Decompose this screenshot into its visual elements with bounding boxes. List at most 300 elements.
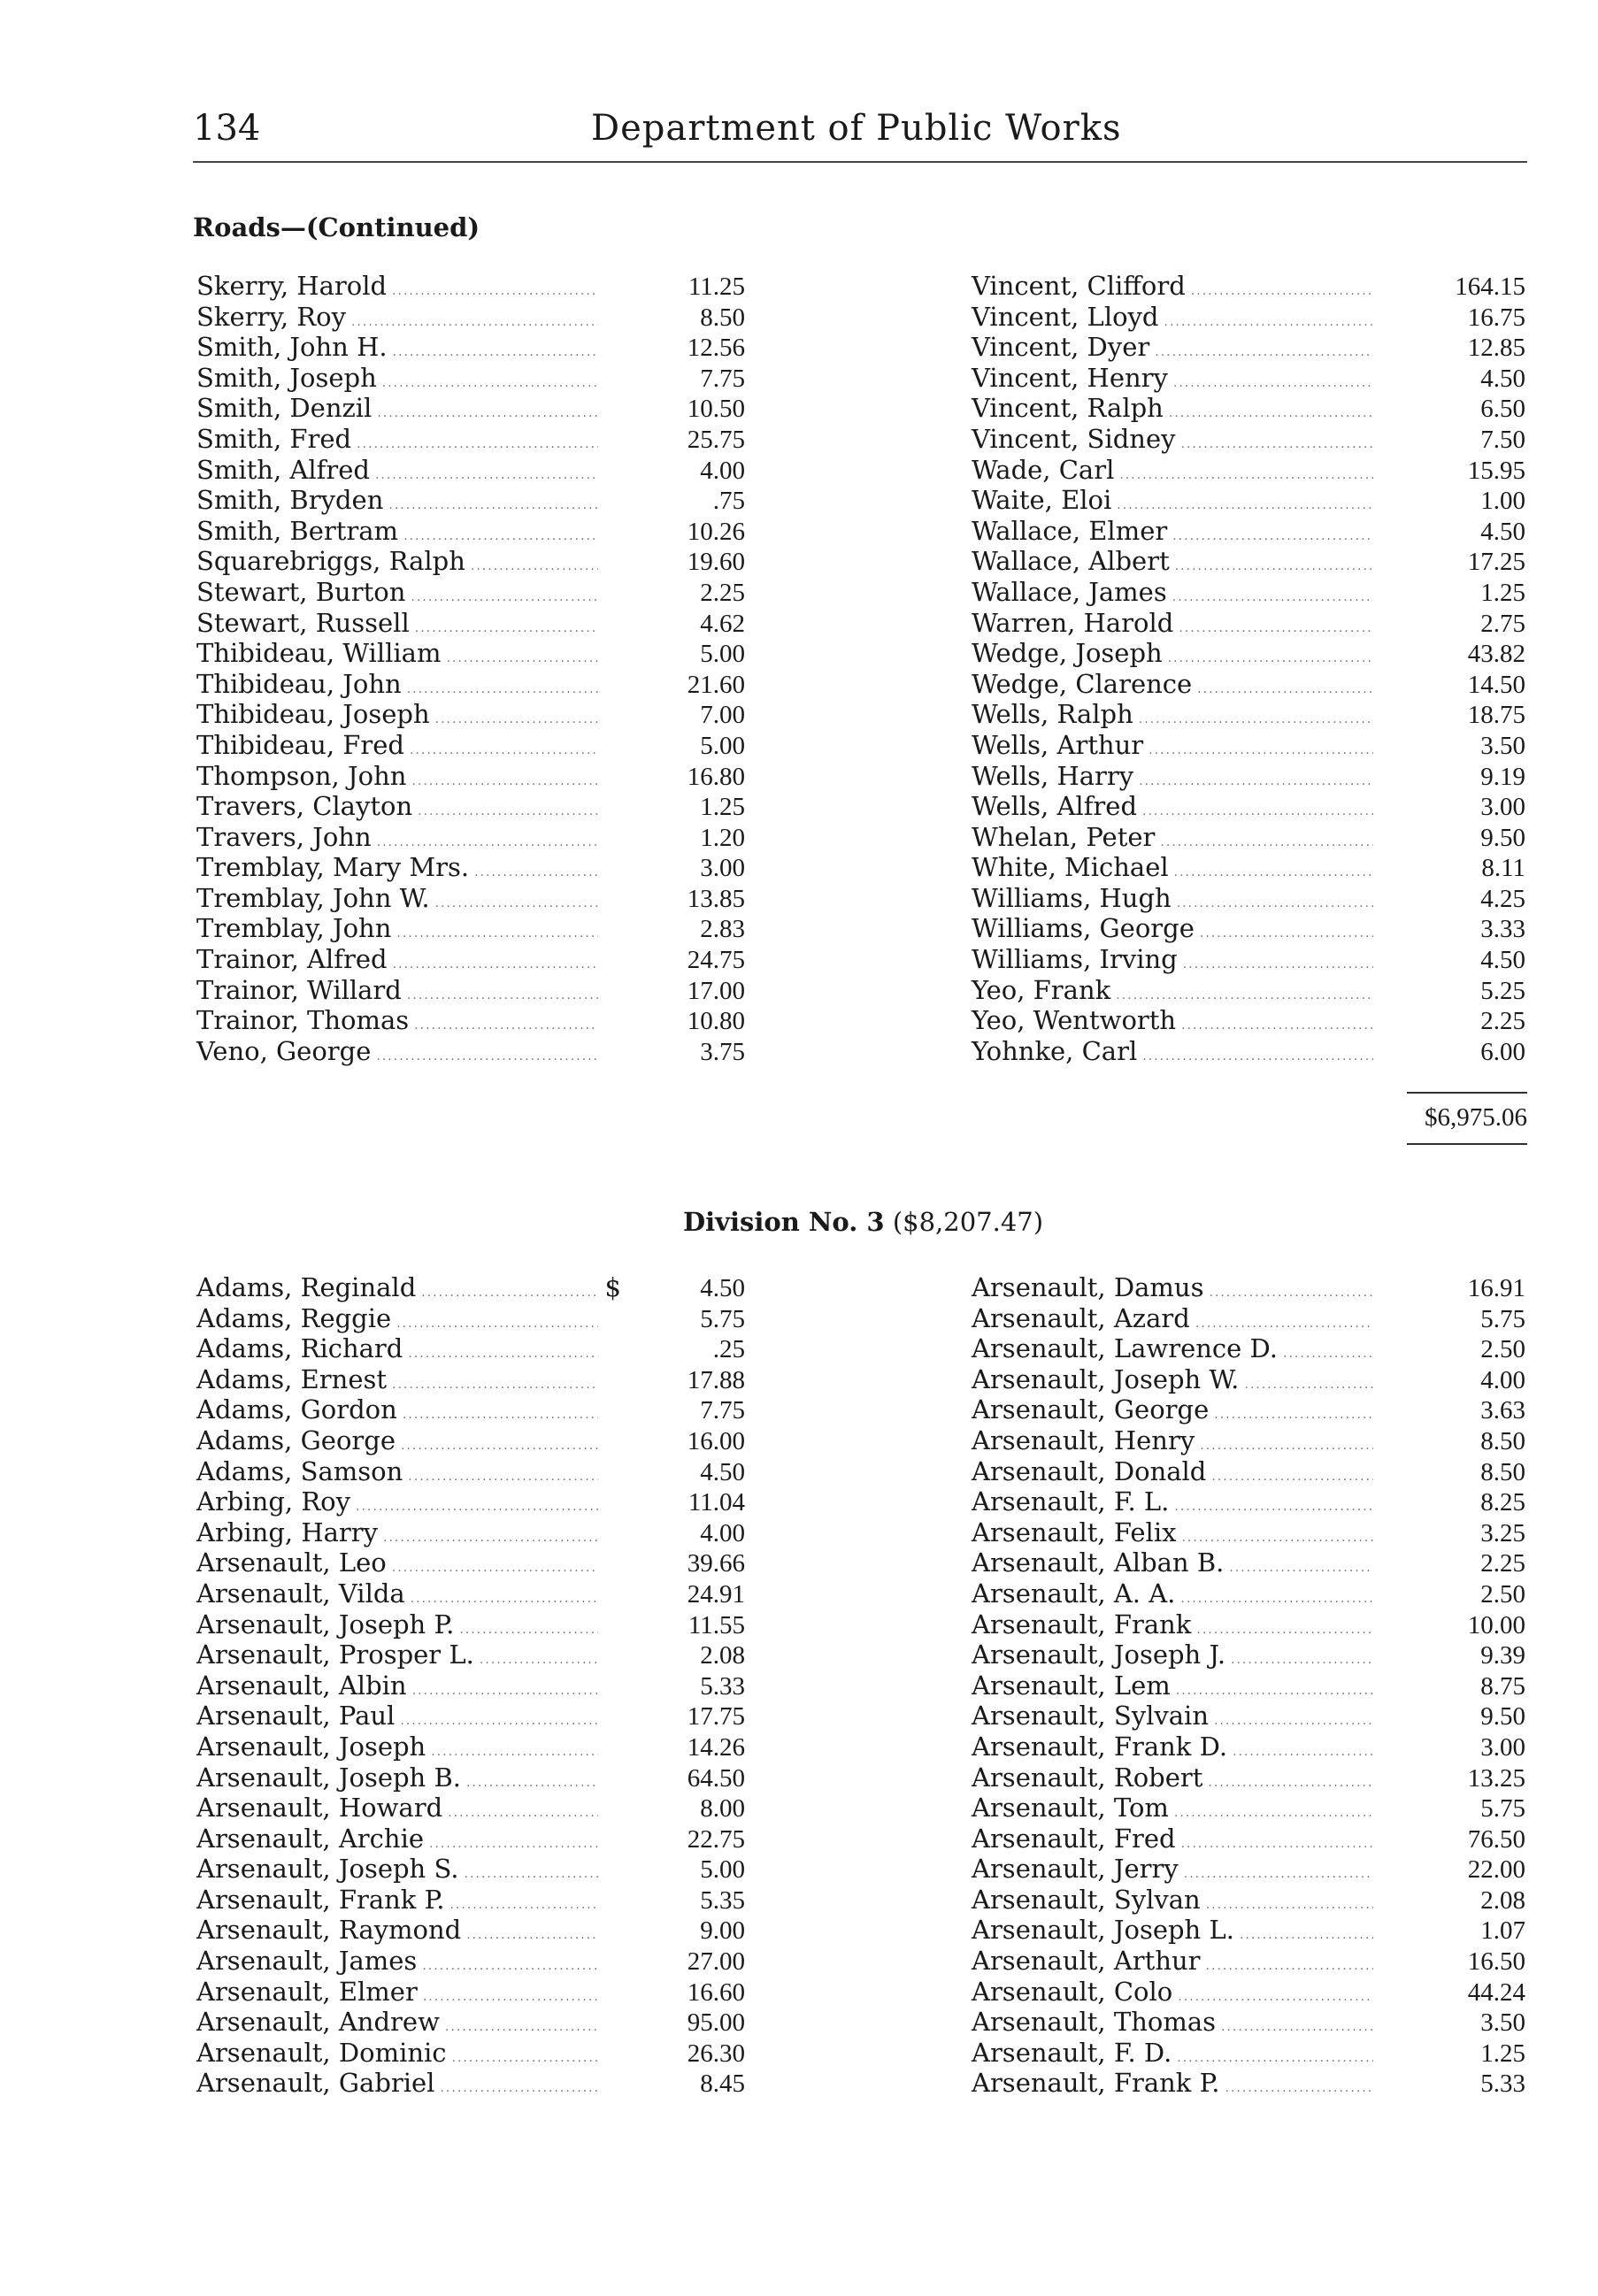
entry-amount: 4.50	[1480, 364, 1525, 393]
entry-name: Skerry, Harold	[196, 271, 388, 301]
list-item	[972, 1609, 1527, 1640]
list-item	[196, 944, 749, 975]
roads-total: $6,975.06	[1425, 1103, 1527, 1132]
list-item	[972, 699, 1527, 730]
entry-name: Adams, George	[196, 1424, 396, 1455]
entry-name: Arsenault, Arthur	[972, 1946, 1201, 1977]
entry-amount: 4.00	[700, 1518, 745, 1547]
entry-name: Arsenault, George	[972, 1394, 1210, 1425]
list-item	[196, 822, 749, 853]
list-item	[196, 1609, 749, 1640]
entry-amount: 1.20	[700, 823, 745, 852]
list-item	[196, 332, 749, 363]
entry-amount: 9.19	[1480, 762, 1525, 791]
list-item	[972, 1005, 1527, 1036]
entry-amount: 3.50	[1480, 731, 1525, 760]
list-item	[972, 913, 1527, 944]
list-item	[196, 761, 749, 792]
entry-amount: 12.56	[687, 334, 745, 363]
entry-name: Arsenault, Gabriel	[196, 2068, 435, 2099]
entry-name: Wells, Harry	[972, 760, 1134, 791]
list-item	[972, 1364, 1527, 1395]
entry-amount: 64.50	[687, 1763, 745, 1793]
list-item	[972, 1824, 1527, 1854]
entry-name: Arsenault, Joseph S.	[196, 1854, 459, 1885]
entry-amount: 24.75	[687, 946, 745, 975]
entry-amount: 10.00	[1467, 1610, 1525, 1639]
list-item	[196, 1732, 749, 1762]
entry-amount: 5.33	[1480, 2069, 1525, 2099]
roads-right-column	[972, 271, 1527, 1066]
entry-name: Arsenault, Robert	[972, 1762, 1203, 1793]
entry-name: Whelan, Peter	[972, 821, 1156, 852]
entry-name: Arsenault, Leo	[196, 1547, 387, 1578]
list-item	[972, 2038, 1527, 2069]
entry-name: Adams, Reginald	[196, 1272, 417, 1302]
entry-name: Arsenault, Alban B.	[972, 1547, 1225, 1578]
entry-amount: 5.75	[1480, 1794, 1525, 1824]
entry-name: Arsenault, Joseph P.	[196, 1609, 455, 1639]
entry-name: Vincent, Dyer	[972, 332, 1150, 363]
list-item	[972, 1670, 1527, 1701]
entry-amount: 16.75	[1467, 303, 1525, 332]
list-item	[196, 883, 749, 914]
entry-amount: 95.00	[687, 2008, 745, 2038]
list-item	[972, 1303, 1527, 1334]
entry-amount: 8.00	[700, 1794, 745, 1824]
entry-amount: 4.25	[1480, 884, 1525, 913]
entry-amount: 8.50	[1480, 1426, 1525, 1455]
entry-name: Arsenault, Thomas	[972, 2007, 1217, 2038]
entry-name: Williams, Irving	[972, 944, 1178, 975]
list-item	[196, 1578, 749, 1609]
entry-amount: 22.00	[1467, 1855, 1525, 1885]
entry-amount: 14.26	[687, 1732, 745, 1762]
entry-name: Arsenault, Frank	[972, 1609, 1192, 1639]
list-item	[196, 302, 749, 333]
section-title: Roads—(Continued)	[193, 212, 480, 242]
entry-amount: 1.25	[1480, 578, 1525, 607]
entry-amount: 19.60	[687, 548, 745, 577]
entry-amount: 7.75	[700, 364, 745, 393]
entry-amount: 3.00	[1480, 793, 1525, 822]
entry-name: Smith, Alfred	[196, 454, 370, 485]
entry-name: Smith, Fred	[196, 423, 352, 454]
page-number: 134	[193, 108, 261, 149]
entry-amount: 16.00	[687, 1426, 745, 1455]
entry-amount: 4.00	[1480, 1365, 1525, 1394]
entry-name: Adams, Gordon	[196, 1394, 397, 1425]
entry-amount: 3.75	[700, 1037, 745, 1066]
list-item	[196, 1824, 749, 1854]
list-item	[972, 1732, 1527, 1762]
entry-name: Tremblay, Mary Mrs.	[196, 852, 470, 883]
entry-name: Arsenault, Raymond	[196, 1915, 462, 1946]
list-item	[972, 730, 1527, 761]
entry-name: Wells, Alfred	[972, 791, 1138, 822]
entry-name: Arsenault, Frank P.	[972, 2068, 1220, 2099]
list-item	[972, 1456, 1527, 1487]
entry-amount: 14.50	[1467, 670, 1525, 699]
entry-name: Arsenault, Tom	[972, 1793, 1169, 1824]
entry-name: Stewart, Burton	[196, 576, 406, 607]
list-item	[196, 2068, 749, 2099]
entry-amount: 7.50	[1480, 425, 1525, 454]
list-item	[972, 608, 1527, 639]
entry-amount: 25.75	[687, 425, 745, 454]
entry-name: Williams, George	[972, 913, 1195, 944]
list-item	[196, 1977, 749, 2008]
entry-name: Arsenault, Dominic	[196, 2037, 447, 2068]
entry-name: Adams, Samson	[196, 1455, 403, 1486]
total-rule-bottom	[1407, 1143, 1527, 1145]
entry-amount: 15.95	[1467, 456, 1525, 485]
list-item	[196, 485, 749, 516]
entry-name: Arbing, Harry	[196, 1517, 379, 1547]
entry-name: Thibideau, Fred	[196, 729, 404, 760]
list-item	[196, 669, 749, 700]
entry-amount: 5.00	[700, 640, 745, 669]
roads-total-block	[1407, 1092, 1527, 1145]
entry-name: Arsenault, Albin	[196, 1670, 407, 1701]
entry-name: Veno, George	[196, 1035, 372, 1066]
entry-name: Vincent, Ralph	[972, 393, 1164, 424]
entry-name: Trainor, Willard	[196, 974, 402, 1005]
division-left-column	[196, 1272, 749, 2099]
entry-name: Adams, Reggie	[196, 1302, 392, 1333]
entry-amount: 11.04	[688, 1488, 745, 1517]
dot-leader	[1225, 2073, 1373, 2104]
list-item	[972, 332, 1527, 363]
entry-amount: 16.50	[1467, 1947, 1525, 1977]
list-item	[972, 638, 1527, 669]
entry-name: Arsenault, Damus	[972, 1272, 1204, 1302]
entry-name: Squarebriggs, Ralph	[196, 546, 465, 577]
entry-amount: 7.00	[700, 701, 745, 730]
entry-amount: 6.50	[1480, 395, 1525, 424]
entry-name: Waite, Eloi	[972, 485, 1112, 516]
entry-amount: 6.00	[1480, 1037, 1525, 1066]
entry-amount: 8.75	[1480, 1671, 1525, 1701]
entry-name: Arsenault, Paul	[196, 1701, 396, 1732]
entry-name: Yohnke, Carl	[972, 1035, 1138, 1066]
entry-amount: 10.80	[687, 1007, 745, 1036]
page-header	[193, 108, 1527, 163]
entry-amount: 4.50	[700, 1274, 745, 1302]
roads-left-column	[196, 271, 749, 1066]
entry-amount: 9.50	[1480, 1702, 1525, 1732]
entry-amount: 8.11	[1481, 854, 1525, 883]
list-item	[972, 822, 1527, 853]
entry-amount: 2.50	[1480, 1579, 1525, 1609]
entry-name: Skerry, Roy	[196, 301, 346, 332]
entry-name: Smith, Bertram	[196, 515, 399, 546]
entry-amount: 11.25	[688, 273, 745, 301]
list-item	[196, 1946, 749, 1977]
list-item	[972, 975, 1527, 1006]
list-item	[196, 1394, 749, 1425]
entry-name: Vincent, Sidney	[972, 423, 1176, 454]
entry-amount: 2.75	[1480, 609, 1525, 638]
entry-amount: 39.66	[687, 1549, 745, 1578]
entry-name: Arsenault, Archie	[196, 1823, 425, 1854]
entry-name: Trainor, Alfred	[196, 944, 388, 975]
entry-name: Arsenault, Lawrence D.	[972, 1333, 1278, 1364]
entry-name: Smith, John H.	[196, 332, 388, 363]
list-item	[972, 2007, 1527, 2038]
list-item	[972, 883, 1527, 914]
list-item	[196, 1762, 749, 1793]
list-item	[972, 1639, 1527, 1670]
page-title: Department of Public Works	[591, 108, 1122, 149]
entry-amount: .75	[712, 487, 745, 516]
entry-amount: 2.25	[1480, 1549, 1525, 1578]
entry-amount: 8.50	[1480, 1457, 1525, 1486]
entry-amount: 5.33	[700, 1671, 745, 1701]
entry-name: Warren, Harold	[972, 607, 1174, 638]
entry-name: Arsenault, Donald	[972, 1455, 1207, 1486]
entry-name: Arsenault, Joseph B.	[196, 1762, 461, 1793]
entry-name: Yeo, Wentworth	[972, 1005, 1177, 1036]
list-item	[972, 1547, 1527, 1578]
entry-name: Wallace, James	[972, 576, 1167, 607]
list-item	[196, 1005, 749, 1036]
list-item	[972, 1946, 1527, 1977]
entry-amount: 3.33	[1480, 915, 1525, 944]
list-item	[196, 363, 749, 394]
entry-name: Vincent, Henry	[972, 362, 1168, 393]
list-item	[196, 1517, 749, 1548]
entry-amount: 13.25	[1467, 1763, 1525, 1793]
entry-name: Arsenault, Elmer	[196, 1976, 418, 2007]
list-item	[196, 424, 749, 455]
entry-amount: 9.39	[1480, 1641, 1525, 1670]
list-item	[196, 730, 749, 761]
entry-amount: 5.75	[700, 1304, 745, 1333]
list-item	[972, 363, 1527, 394]
entry-amount: 8.25	[1480, 1488, 1525, 1517]
list-item	[972, 761, 1527, 792]
entry-name: Arsenault, A. A.	[972, 1578, 1176, 1609]
list-item	[972, 393, 1527, 424]
entry-name: Wallace, Elmer	[972, 515, 1168, 546]
list-item	[972, 1762, 1527, 1793]
entry-name: Travers, Clayton	[196, 791, 413, 822]
entry-name: Thibideau, Joseph	[196, 699, 430, 730]
list-item	[196, 852, 749, 883]
entry-name: Vincent, Clifford	[972, 271, 1186, 301]
entry-name: Vincent, Lloyd	[972, 301, 1159, 332]
entry-amount: 5.75	[1480, 1304, 1525, 1333]
entry-amount: 3.25	[1480, 1518, 1525, 1547]
entry-amount: 12.85	[1467, 334, 1525, 363]
entry-name: Stewart, Russell	[196, 607, 410, 638]
entry-amount: 164.15	[1455, 273, 1525, 301]
entry-name: Wells, Ralph	[972, 699, 1133, 730]
entry-amount: 22.75	[687, 1824, 745, 1854]
list-item	[196, 1670, 749, 1701]
entry-name: Arsenault, Lem	[972, 1670, 1171, 1701]
list-item	[972, 944, 1527, 975]
list-item	[196, 1272, 749, 1303]
entry-amount: 17.88	[687, 1365, 745, 1394]
list-item	[972, 1486, 1527, 1517]
entry-amount: 5.00	[700, 1855, 745, 1885]
list-item	[972, 1394, 1527, 1425]
entry-name: Arsenault, Azard	[972, 1302, 1190, 1333]
entry-name: Arsenault, Felix	[972, 1517, 1177, 1547]
entry-amount: 5.35	[700, 1885, 745, 1915]
entry-amount: 1.00	[1480, 487, 1525, 516]
entry-name: Arsenault, Joseph L.	[972, 1915, 1234, 1946]
list-item	[196, 455, 749, 486]
list-item	[972, 485, 1527, 516]
entry-name: Arsenault, Joseph J.	[972, 1639, 1226, 1670]
entry-amount: 8.45	[700, 2069, 745, 2099]
list-item	[972, 1885, 1527, 1916]
list-item	[972, 1701, 1527, 1732]
entry-name: Adams, Richard	[196, 1333, 403, 1364]
entry-amount: 10.26	[687, 517, 745, 546]
entry-name: Smith, Joseph	[196, 362, 377, 393]
list-item	[196, 1885, 749, 1916]
dot-leader	[440, 2073, 598, 2104]
entry-name: Arsenault, Howard	[196, 1793, 443, 1824]
list-item	[196, 1854, 749, 1885]
entry-amount: 10.50	[687, 395, 745, 424]
entry-name: Arsenault, James	[196, 1946, 418, 1977]
entry-amount: 2.08	[700, 1641, 745, 1670]
list-item	[196, 1639, 749, 1670]
list-item	[196, 913, 749, 944]
list-item	[972, 455, 1527, 486]
entry-name: Wells, Arthur	[972, 729, 1144, 760]
entry-name: Williams, Hugh	[972, 882, 1172, 913]
entry-amount: 16.91	[1467, 1274, 1525, 1302]
entry-amount: 11.55	[688, 1610, 745, 1639]
entry-amount: 13.85	[687, 884, 745, 913]
list-item	[196, 1333, 749, 1364]
list-item	[972, 1517, 1527, 1548]
entry-name: Arsenault, Prosper L.	[196, 1639, 474, 1670]
entry-amount: 26.30	[687, 2039, 745, 2068]
entry-name: Wade, Carl	[972, 454, 1115, 485]
entry-name: Thibideau, William	[196, 638, 442, 669]
dot-leader	[1142, 1041, 1373, 1072]
entry-name: Arsenault, Jerry	[972, 1854, 1179, 1885]
entry-name: Arsenault, Frank P.	[196, 1884, 445, 1915]
list-item	[972, 546, 1527, 577]
entry-amount: 17.75	[687, 1702, 745, 1732]
entry-amount: 4.50	[1480, 517, 1525, 546]
list-item	[972, 1915, 1527, 1946]
list-item	[196, 1364, 749, 1395]
entry-amount: 2.83	[700, 915, 745, 944]
entry-name: Arsenault, Joseph W.	[972, 1363, 1240, 1394]
dollar-sign: $	[604, 1272, 621, 1302]
entry-name: Tremblay, John	[196, 913, 392, 944]
list-item	[972, 271, 1527, 302]
entry-amount: 5.25	[1480, 976, 1525, 1005]
entry-name: Wedge, Joseph	[972, 638, 1163, 669]
list-item	[972, 1036, 1527, 1067]
entry-amount: 2.25	[700, 578, 745, 607]
entry-name: White, Michael	[972, 852, 1169, 883]
list-item	[196, 271, 749, 302]
entry-amount: 2.50	[1480, 1335, 1525, 1364]
entry-amount: 16.80	[687, 762, 745, 791]
list-item	[196, 2007, 749, 2038]
entry-amount: 3.50	[1480, 2008, 1525, 2038]
list-item	[972, 1854, 1527, 1885]
entry-amount: 2.08	[1480, 1885, 1525, 1915]
entry-name: Arsenault, Fred	[972, 1823, 1176, 1854]
list-item	[196, 975, 749, 1006]
division-amount: ($8,207.47)	[892, 1207, 1044, 1237]
entry-name: Wallace, Albert	[972, 546, 1170, 577]
list-item	[196, 638, 749, 669]
list-item	[196, 1036, 749, 1067]
entry-name: Arsenault, F. L.	[972, 1486, 1170, 1517]
entry-name: Travers, John	[196, 821, 372, 852]
entry-name: Wedge, Clarence	[972, 668, 1193, 699]
entry-amount: 1.07	[1480, 1916, 1525, 1946]
list-item	[196, 546, 749, 577]
list-item	[972, 1793, 1527, 1824]
list-item	[196, 1486, 749, 1517]
entry-name: Arsenault, Colo	[972, 1976, 1173, 2007]
entry-name: Yeo, Frank	[972, 974, 1111, 1005]
entry-amount: 16.60	[687, 1977, 745, 2007]
list-item	[972, 1578, 1527, 1609]
entry-amount: 1.25	[1480, 2039, 1525, 2068]
list-item	[972, 1425, 1527, 1456]
entry-amount: .25	[712, 1335, 745, 1364]
entry-name: Arsenault, Henry	[972, 1424, 1195, 1455]
entry-name: Arsenault, Joseph	[196, 1731, 426, 1762]
entry-name: Arsenault, Sylvan	[972, 1884, 1201, 1915]
entry-amount: 43.82	[1467, 640, 1525, 669]
dot-leader	[376, 1041, 598, 1072]
entry-amount: 1.25	[700, 793, 745, 822]
entry-name: Thompson, John	[196, 760, 407, 791]
entry-amount: 27.00	[687, 1947, 745, 1977]
list-item	[972, 302, 1527, 333]
entry-amount: 21.60	[687, 670, 745, 699]
entry-amount: 7.75	[700, 1396, 745, 1425]
entry-amount: 4.50	[700, 1457, 745, 1486]
list-item	[196, 577, 749, 608]
list-item	[196, 2038, 749, 2069]
entry-amount: 5.00	[700, 731, 745, 760]
entry-name: Arsenault, F. D.	[972, 2037, 1172, 2068]
list-item	[972, 852, 1527, 883]
entry-amount: 4.00	[700, 456, 745, 485]
entry-name: Trainor, Thomas	[196, 1005, 410, 1036]
division-title	[683, 1207, 1043, 1237]
division-right-column	[972, 1272, 1527, 2099]
list-item	[972, 791, 1527, 822]
list-item	[972, 669, 1527, 700]
entry-name: Tremblay, John W.	[196, 882, 430, 913]
list-item	[972, 1333, 1527, 1364]
entry-amount: 8.50	[700, 303, 745, 332]
entry-amount: 18.75	[1467, 701, 1525, 730]
entry-amount: 9.50	[1480, 823, 1525, 852]
entry-name: Arbing, Roy	[196, 1486, 350, 1517]
list-item	[196, 791, 749, 822]
entry-name: Adams, Ernest	[196, 1363, 388, 1394]
